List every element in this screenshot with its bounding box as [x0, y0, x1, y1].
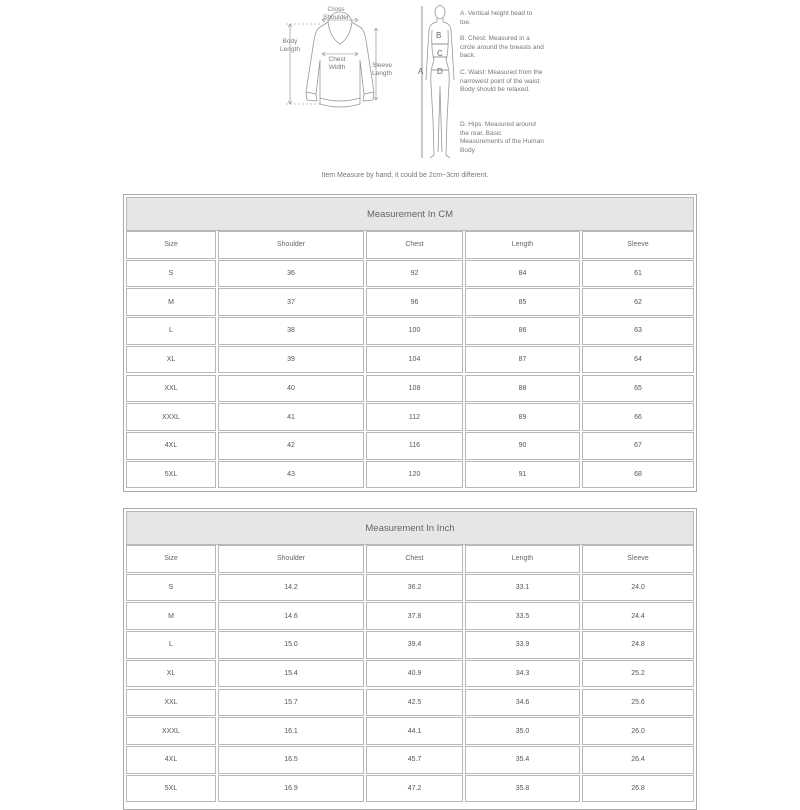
table-cell: 44.1	[366, 717, 463, 745]
column-header-chest: Chest	[366, 231, 463, 259]
table-cell: 16.5	[218, 746, 364, 774]
table-cell: 96	[366, 288, 463, 316]
column-header-length: Length	[465, 545, 580, 573]
table-cell: 16.9	[218, 775, 364, 803]
table-cell: 89	[465, 403, 580, 431]
table-cell: 90	[465, 432, 580, 460]
size-cell: L	[126, 631, 216, 659]
table-cell: 65	[582, 375, 694, 403]
column-header-sleeve: Sleeve	[582, 231, 694, 259]
table-cell: 116	[366, 432, 463, 460]
table-cell: 37	[218, 288, 364, 316]
size-cell: XXXL	[126, 717, 216, 745]
table-cell: 112	[366, 403, 463, 431]
table-cell: 100	[366, 317, 463, 345]
size-cell: XXXL	[126, 403, 216, 431]
size-cell: 4XL	[126, 432, 216, 460]
column-header-size: Size	[126, 231, 216, 259]
size-cell: XL	[126, 346, 216, 374]
legend-hips: D. Hips: Measured around the rear. Basic Measurements of the Human Body	[460, 121, 544, 154]
size-cell: 5XL	[126, 775, 216, 803]
table-cell: 86	[465, 317, 580, 345]
table-cell: 87	[465, 346, 580, 374]
table-cell: 39	[218, 346, 364, 374]
table-cell: 25.6	[582, 689, 694, 717]
table-cell: 34.3	[465, 660, 580, 688]
human-body-figure-icon	[412, 0, 460, 170]
table-title: Measurement In CM	[126, 197, 694, 231]
table-cell: 15.7	[218, 689, 364, 717]
size-cell: 4XL	[126, 746, 216, 774]
body-length-label: Body Length	[280, 38, 300, 53]
table-cell: 33.9	[465, 631, 580, 659]
body-letter-c: C	[437, 49, 443, 58]
table-cell: 42	[218, 432, 364, 460]
table-cell: 35.0	[465, 717, 580, 745]
table-cell: 45.7	[366, 746, 463, 774]
size-cell: S	[126, 574, 216, 602]
column-header-length: Length	[465, 231, 580, 259]
table-cell: 34.6	[465, 689, 580, 717]
table-cell: 39.4	[366, 631, 463, 659]
table-cell: 67	[582, 432, 694, 460]
table-cell: 24.4	[582, 602, 694, 630]
table-cell: 35.8	[465, 775, 580, 803]
table-cell: 62	[582, 288, 694, 316]
column-header-chest: Chest	[366, 545, 463, 573]
size-cell: 5XL	[126, 461, 216, 489]
table-cell: 40	[218, 375, 364, 403]
size-cell: XL	[126, 660, 216, 688]
table-cell: 85	[465, 288, 580, 316]
table-cell: 25.2	[582, 660, 694, 688]
body-letter-b: B	[436, 31, 442, 40]
table-cell: 108	[366, 375, 463, 403]
column-header-size: Size	[126, 545, 216, 573]
body-letter-a: A	[418, 67, 424, 76]
size-table-cm	[123, 194, 697, 492]
table-cell: 47.2	[366, 775, 463, 803]
table-cell: 36.2	[366, 574, 463, 602]
table-cell: 33.5	[465, 602, 580, 630]
table-cell: 41	[218, 403, 364, 431]
table-cell: 14.6	[218, 602, 364, 630]
size-cell: XXL	[126, 689, 216, 717]
size-cell: L	[126, 317, 216, 345]
table-cell: 88	[465, 375, 580, 403]
sleeve-length-label: Sleeve Length	[372, 62, 392, 77]
table-cell: 24.0	[582, 574, 694, 602]
table-cell: 43	[218, 461, 364, 489]
legend-waist: C. Waist: Measured from the narrowest point of the waist. Body should be relaxed.	[460, 69, 543, 94]
table-cell: 66	[582, 403, 694, 431]
table-cell: 40.9	[366, 660, 463, 688]
table-cell: 64	[582, 346, 694, 374]
legend-chest: B. Chest: Measured in a circle around the breasts and back.	[460, 35, 544, 60]
measurement-diagram	[0, 0, 800, 190]
table-cell: 36	[218, 260, 364, 288]
table-cell: 37.8	[366, 602, 463, 630]
table-cell: 38	[218, 317, 364, 345]
size-cell: M	[126, 288, 216, 316]
table-cell: 15.0	[218, 631, 364, 659]
column-header-sleeve: Sleeve	[582, 545, 694, 573]
table-title: Measurement In Inch	[126, 511, 694, 545]
table-cell: 26.0	[582, 717, 694, 745]
table-cell: 33.1	[465, 574, 580, 602]
table-cell: 42.5	[366, 689, 463, 717]
table-cell: 26.4	[582, 746, 694, 774]
size-table-inch	[123, 508, 697, 810]
measure-caption: Item Measure by hand, it could be 2cm~3cm different.	[321, 172, 489, 179]
table-cell: 92	[366, 260, 463, 288]
table-cell: 91	[465, 461, 580, 489]
column-header-shoulder: Shoulder	[218, 545, 364, 573]
legend-height: A. Vertical height head to toe.	[460, 10, 533, 26]
table-cell: 104	[366, 346, 463, 374]
table-cell: 14.2	[218, 574, 364, 602]
column-header-shoulder: Shoulder	[218, 231, 364, 259]
size-cell: M	[126, 602, 216, 630]
table-cell: 26.8	[582, 775, 694, 803]
table-cell: 24.8	[582, 631, 694, 659]
table-cell: 61	[582, 260, 694, 288]
table-cell: 120	[366, 461, 463, 489]
body-letter-d: D	[437, 67, 443, 76]
table-cell: 68	[582, 461, 694, 489]
cross-shoulder-label: Cross Shoulder	[322, 6, 350, 21]
table-cell: 15.4	[218, 660, 364, 688]
table-cell: 63	[582, 317, 694, 345]
table-cell: 35.4	[465, 746, 580, 774]
table-cell: 84	[465, 260, 580, 288]
chest-width-label: Chest Width	[328, 56, 346, 71]
table-cell: 16.1	[218, 717, 364, 745]
size-cell: S	[126, 260, 216, 288]
size-cell: XXL	[126, 375, 216, 403]
